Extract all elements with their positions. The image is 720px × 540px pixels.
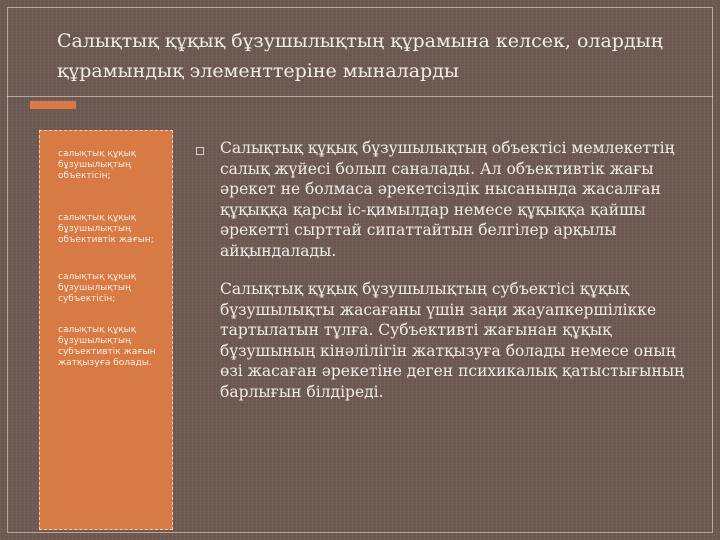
- bullet-spacer: [196, 288, 204, 296]
- accent-bar: [30, 101, 76, 109]
- square-bullet-icon: [196, 147, 204, 155]
- content-bullet-list: [196, 138, 696, 420]
- element-list-panel: [39, 130, 173, 530]
- slide-title: Салықтық құқық бұзушылықтың құрамына келсек, олардың құрамындық элементтеріне мыналарды: [57, 30, 663, 82]
- element-item-subjective-side: салықтық құқық бұзушылықтың субъективтік жағын жатқызуға болады.: [58, 325, 156, 368]
- element-item-object: салықтық құқық бұзушылықтың объектісін;: [58, 149, 137, 181]
- bullet-text: Салықтық құқық бұзушылықтың объектісі мемлекеттің салық жүйесі болып саналады. Ал объективтік жағы әрекет не болмаса әрекетсіздік нысанында жасалған құқыққа қарсы іс-қимылдар немесе құқыққа қайшы әрекетті сырттай сипаттайтын белгілер арқылы айқындалады.: [220, 139, 675, 260]
- bullet-item-object: [196, 138, 696, 261]
- element-item-subject: салықтық құқық бұзушылықтың субъектісін;: [58, 272, 137, 304]
- element-item-objective-side: салықтық құқық бұзушылықтың объективтік жағын;: [58, 213, 154, 245]
- bullet-text: Салықтық құқық бұзушылықтың субъектісі құқық бұзушылықты жасағаны үшін заңи жауапкершілікке тартылатын тұлға. Субъективті жағынан құқық бұзушының кінәлілігін жатқызуға болады немесе оның өзі жасаған әрекетіне деген психикалық қатыстығының барлығын білдіреді.: [220, 280, 685, 401]
- title-divider: [7, 96, 713, 97]
- bullet-item-subject: [196, 279, 696, 402]
